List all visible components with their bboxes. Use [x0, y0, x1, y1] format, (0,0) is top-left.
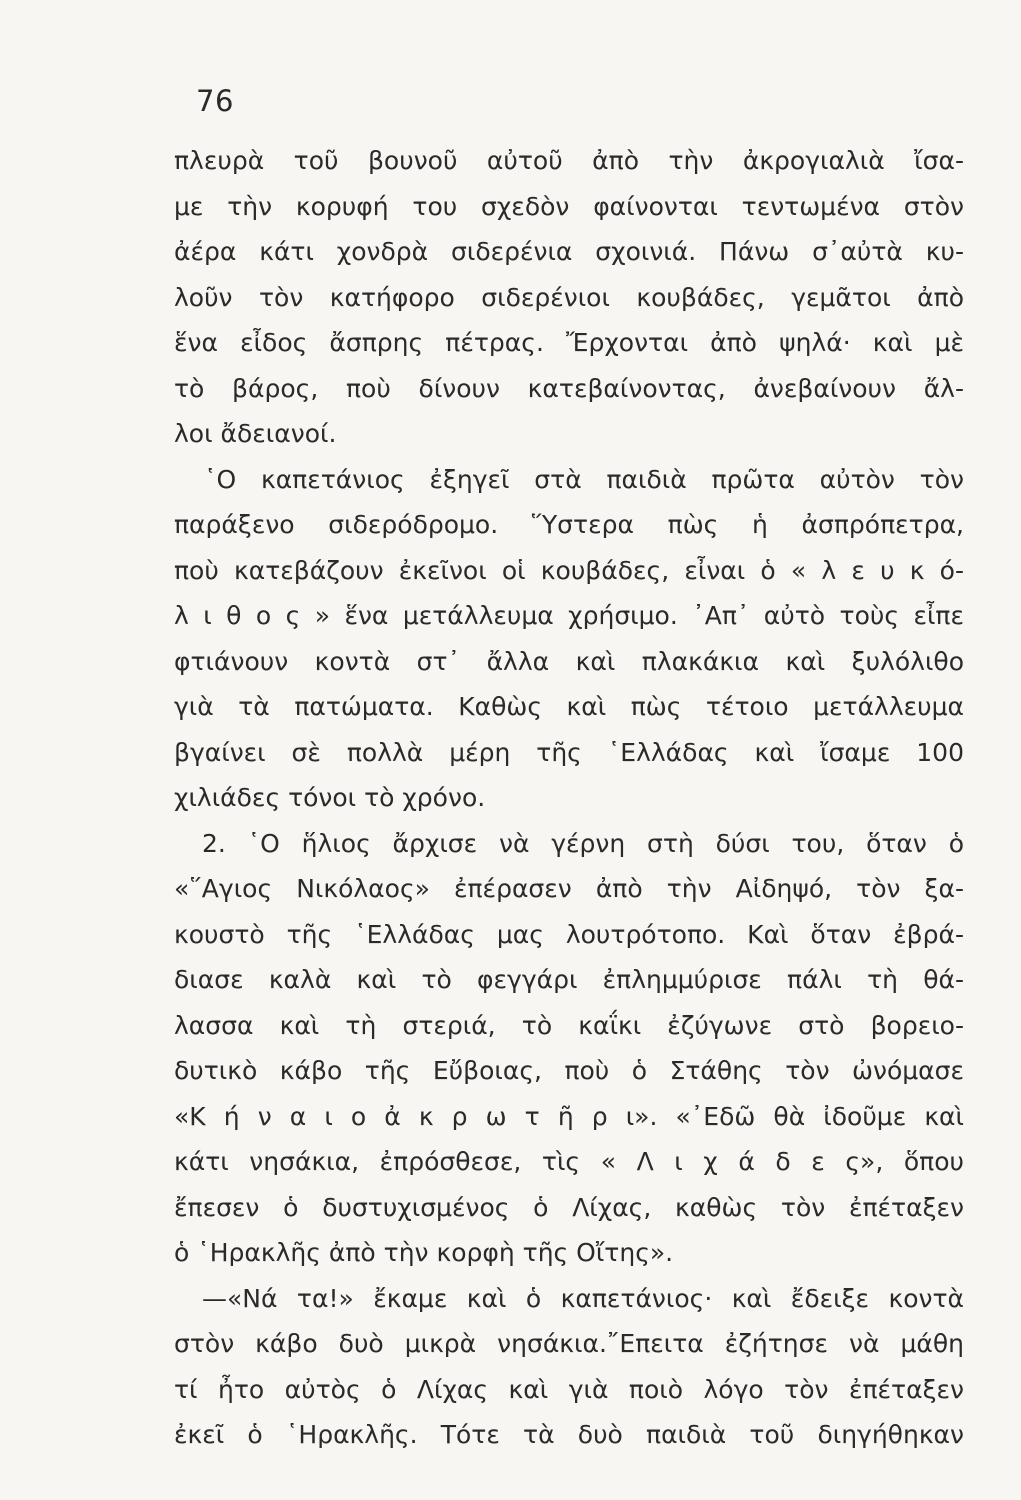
text-line: τὸ βάρος, ποὺ δίνουν κατεβαίνοντας, ἀνεβαίνουν ἄλ- [174, 373, 964, 403]
text-line: λοῦν τὸν κατήφορο σιδερένιοι κουβάδες, γεμᾶτοι ἀπὸ [174, 282, 964, 312]
text-line: διασε καλὰ καὶ τὸ φεγγάρι ἐπλημμύρισε πάλι τὴ θά- [174, 965, 964, 994]
text-line: βγαίνει σὲ πολλὰ μέρη τῆς ῾Ελλάδας καὶ ἴσαμε 100 [174, 737, 964, 767]
text-line: «῞Αγιος Νικόλαος» ἐπέρασεν ἀπὸ τὴν Αἰδηψό, τὸν ξα- [174, 874, 964, 903]
text-line: —«Νά τα!» ἔκαμε καὶ ὁ καπετάνιος· καὶ ἔδειξε κοντὰ [202, 1283, 964, 1313]
text-line: κουστὸ τῆς ῾Ελλάδας μας λουτρότοπο. Καὶ ὅταν ἐβρά- [174, 919, 964, 949]
text-line: ποὺ κατεβάζουν ἐκεῖνοι οἱ κουβάδες, εἶναι ὁ « λ ε υ κ ό- [174, 555, 964, 585]
text-line: κάτι νησάκια, ἐπρόσθεσε, τὶς « Λ ι χ ά δ ε ς», ὅπου [174, 1147, 964, 1176]
text-line: δυτικὸ κάβο τῆς Εὔβοιας, ποὺ ὁ Στάθης τὸν ὠνόμασε [174, 1056, 964, 1085]
text-line: χιλιάδες τόνοι τὸ χρόνο. [174, 783, 486, 812]
text-line: παράξενο σιδερόδρομο. Ὕστερα πὼς ἡ ἀσπρόπετρα, [174, 510, 964, 539]
text-line: λοι ἄδειανοί. [174, 419, 337, 448]
text-line: φτιάνουν κοντὰ στ᾿ ἄλλα καὶ πλακάκια καὶ ξυλόλιθο [174, 646, 964, 676]
page-number: 76 [196, 84, 234, 118]
text-line: ἀέρα κάτι χονδρὰ σιδερένια σχοινιά. Πάνω σ᾿αὐτὰ κυ- [174, 237, 964, 266]
body-text [174, 138, 964, 1458]
text-line: λασσα καὶ τὴ στεριά, τὸ καΐκι ἐζύγωνε στὸ βορειο- [174, 1010, 964, 1040]
text-line: «Κ ή ν α ι ο ἀ κ ρ ω τ ῆ ρ ι». «᾿Εδῶ θὰ ἰδοῦμε καὶ [174, 1101, 964, 1131]
text-line: τί ἦτο αὐτὸς ὁ Λίχας καὶ γιὰ ποιὸ λόγο τὸν ἐπέταξεν [174, 1374, 964, 1404]
text-line: ὁ ῾Ηρακλῆς ἀπὸ τὴν κορφὴ τῆς Οἴτης». [174, 1238, 674, 1267]
text-line: γιὰ τὰ πατώματα. Καθὼς καὶ πὼς τέτοιο μετάλλευμα [174, 692, 964, 721]
text-line: ἔπεσεν ὁ δυστυχισμένος ὁ Λίχας, καθὼς τὸν ἐπέταξεν [174, 1192, 964, 1222]
text-line: 2. ῾Ο ἥλιος ἄρχισε νὰ γέρνη στὴ δύσι του, ὅταν ὁ [202, 828, 964, 858]
text-line: στὸν κάβο δυὸ μικρὰ νησάκια.῎Επειτα ἐζήτησε νὰ μάθη [174, 1329, 964, 1358]
text-line: ἐκεῖ ὁ ῾Ηρακλῆς. Τότε τὰ δυὸ παιδιὰ τοῦ διηγήθηκαν [174, 1420, 964, 1449]
text-line: πλευρὰ τοῦ βουνοῦ αὐτοῦ ἀπὸ τὴν ἀκρογιαλιὰ ἴσα- [174, 146, 964, 175]
text-line: ῾Ο καπετάνιος ἐξηγεῖ στὰ παιδιὰ πρῶτα αὐτὸν τὸν [204, 464, 964, 494]
text-line: με τὴν κορυφή του σχεδὸν φαίνονται τεντωμένα στὸν [174, 191, 964, 221]
text-line: λ ι θ ο ς » ἕνα μετάλλευμα χρήσιμο. ᾿Απ᾿ αὐτὸ τοὺς εἶπε [174, 601, 964, 630]
text-line: ἕνα εἶδος ἄσπρης πέτρας. Ἔρχονται ἀπὸ ψηλά· καὶ μὲ [174, 328, 964, 357]
